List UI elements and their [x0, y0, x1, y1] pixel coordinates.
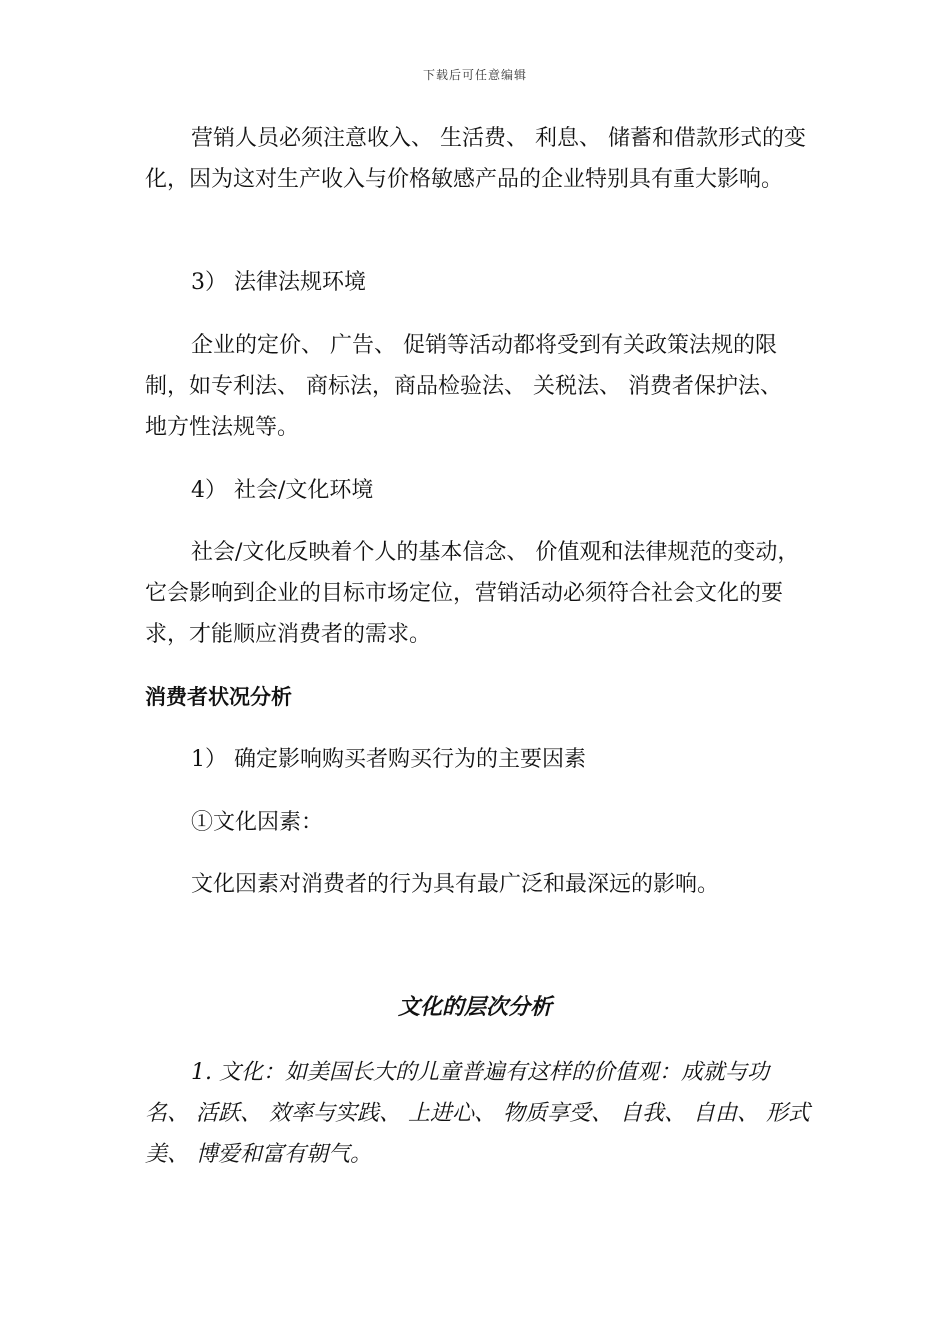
- paragraph-culture-values: 1. 文化：如美国长大的儿童普遍有这样的价值观：成就与功名、 活跃、 效率与实践、 上进心、 物质享受、 自我、 自由、 形式美、 博爱和富有朝气。: [145, 1060, 810, 1167]
- subheading-cultural-factors: ①文化因素：: [191, 810, 324, 835]
- subheading-legal-environment: 3） 法律法规环境: [191, 270, 366, 295]
- subheading-buying-factors: 1） 确定影响购买者购买行为的主要因素: [191, 747, 586, 772]
- paragraph-social-culture: 社会/文化反映着个人的基本信念、 价值观和法律规范的变动，它会影响到企业的目标市场定位，营销活动必须符合社会文化的要求，才能顺应消费者的需求。: [145, 540, 800, 647]
- paragraph-legal-regulations: 企业的定价、 广告、 促销等活动都将受到有关政策法规的限制，如专利法、 商标法，商品检验法、 关税法、 消费者保护法、 地方性法规等。: [145, 333, 782, 440]
- section-heading-consumer-analysis: 消费者状况分析: [145, 685, 292, 709]
- title-culture-levels: 文化的层次分析: [397, 995, 552, 1020]
- paragraph-income-changes: 营销人员必须注意收入、 生活费、 利息、 储蓄和借款形式的变化，因为这对生产收入与价格敏感产品的企业特别具有重大影响。: [145, 126, 806, 192]
- page-header-note: 下载后可任意编辑: [422, 68, 527, 82]
- paragraph-cultural-influence: 文化因素对消费者的行为具有最广泛和最深远的影响。: [191, 872, 720, 897]
- subheading-social-cultural-environment: 4） 社会/文化环境: [191, 478, 374, 503]
